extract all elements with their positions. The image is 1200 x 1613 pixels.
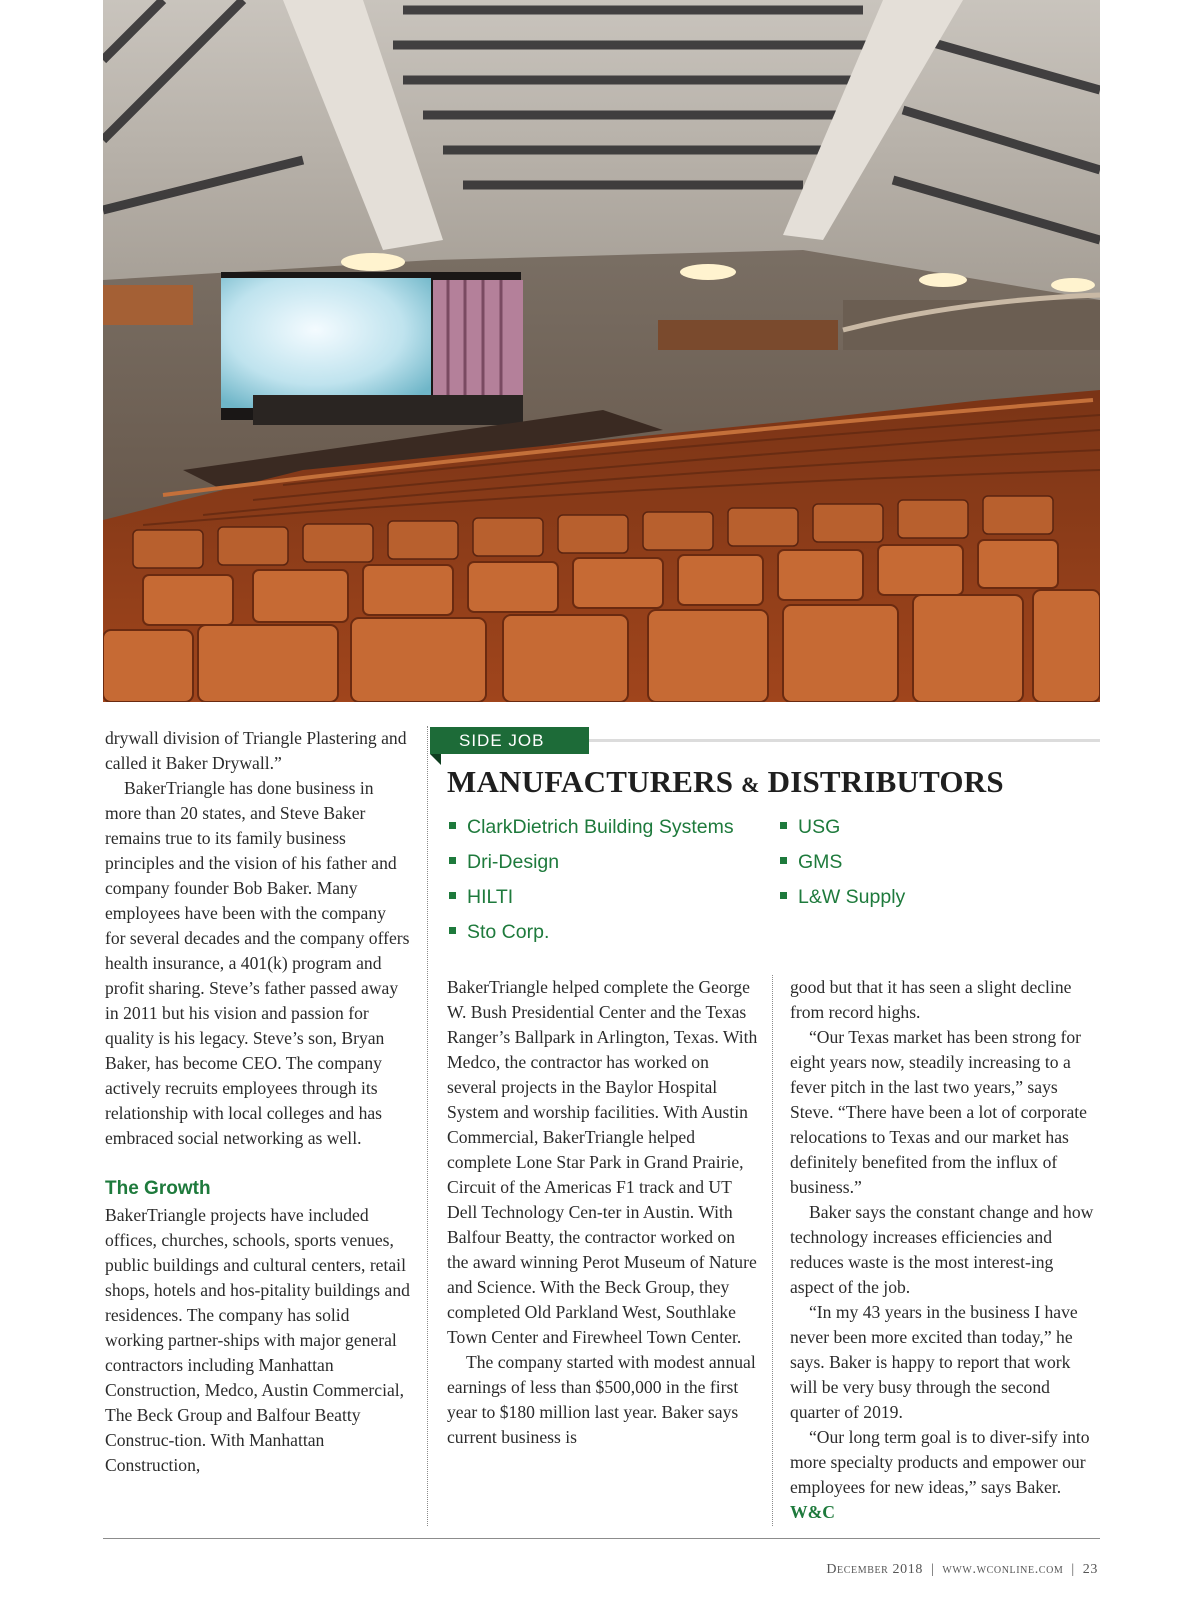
page-footer	[826, 1562, 1098, 1578]
bullet-icon	[449, 857, 456, 864]
bullet-icon	[780, 892, 787, 899]
list-item	[449, 884, 734, 919]
list-item	[780, 814, 905, 849]
title-part: MANUFACTURERS	[447, 764, 734, 799]
list-item	[449, 919, 734, 954]
body-paragraph: “Our Texas market has been strong for eight years now, steadily increasing to a fever pitch in the last two years,” says Steve. “There have been a lot of corporate relocations to Texas and our market has definitely benefited from the influx of business.”	[790, 1027, 1087, 1197]
body-paragraph-last	[790, 1425, 1100, 1525]
manufacturer-list	[449, 814, 734, 954]
footer-separator: |	[930, 1562, 935, 1577]
body-paragraph: The company started with modest annual earnings of less than $500,000 in the first year to $180 million last year. Baker says current business is	[447, 1352, 756, 1447]
list-item	[449, 814, 734, 849]
website-link[interactable]: www.wconline.com	[942, 1562, 1064, 1577]
body-paragraph: BakerTriangle projects have included offices, churches, schools, sports venues, public buildings and cultural centers, retail shops, hotels and hos-pitality buildings and residences. The company has solid working partner-ships with major general contractors including Manhattan Construction, Medco, Austin Commercial, The Beck Group and Balfour Beatty Construc-tion. With Manhattan Construction,	[105, 1205, 410, 1475]
side-job-tab: SIDE JOB	[430, 727, 589, 754]
issue-date: December 2018	[826, 1562, 923, 1577]
title-ampersand: &	[741, 772, 760, 797]
title-part: DISTRIBUTORS	[767, 764, 1004, 799]
bullet-icon	[449, 927, 456, 934]
tab-notch	[430, 754, 441, 765]
signoff-mark: W&C	[790, 1502, 835, 1522]
list-item-label: Dri-Design	[467, 851, 560, 873]
list-item-label: Sto Corp.	[467, 921, 550, 943]
article-column-3	[790, 975, 1100, 1525]
bullet-icon	[449, 892, 456, 899]
list-item-label: ClarkDietrich Building Systems	[467, 816, 734, 838]
footer-separator: |	[1071, 1562, 1075, 1577]
body-paragraph: drywall division of Triangle Plastering and called it Baker Drywall.”	[105, 728, 407, 773]
footer-rule	[103, 1538, 1100, 1539]
list-item	[780, 884, 905, 919]
body-paragraph: BakerTriangle helped complete the George W. Bush Presidential Center and the Texas Ranger’s Ballpark in Arlington, Texas. With Medco, the contractor has worked on several projects in the Baylor Hospital System and worship facilities. With Austin Commercial, BakerTriangle helped complete Lone Star Park in Grand Prairie, Circuit of the Americas F1 track and UT Dell Technology Cen-ter in Austin. With Balfour Beatty, the contractor worked on the award winning Perot Museum of Nature and Science. With the Beck Group, they completed Old Parkland West, Southlake Town Center and Firewheel Town Center.	[447, 977, 758, 1347]
column-divider	[772, 975, 773, 1526]
article-column-2	[447, 975, 759, 1450]
list-item-label: L&W Supply	[798, 886, 906, 908]
list-item-label: HILTI	[467, 886, 514, 908]
body-paragraph: “In my 43 years in the business I have never been more excited than today,” he says. Baker is happy to report that work will be very busy through the second quarter of 2019.	[790, 1302, 1078, 1422]
article-column-1	[105, 726, 410, 1478]
bullet-icon	[780, 822, 787, 829]
body-text: “Our long term goal is to diver-sify into more specialty products and empower our employees for new ideas,” says Baker.	[790, 1427, 1090, 1497]
sidebar-rule	[589, 739, 1100, 742]
distributor-list	[780, 814, 905, 919]
bullet-icon	[449, 822, 456, 829]
list-item	[449, 849, 734, 884]
column-divider	[427, 726, 428, 1526]
section-subhead: The Growth	[105, 1178, 211, 1199]
auditorium-photo	[103, 0, 1100, 702]
sidebar-title	[447, 764, 1107, 800]
page-number: 23	[1082, 1562, 1098, 1577]
list-item-label: GMS	[798, 851, 843, 873]
body-paragraph: good but that it has seen a slight decline from record highs.	[790, 977, 1072, 1022]
body-paragraph: Baker says the constant change and how technology increases efficiencies and reduces waste is the most interest-ing aspect of the job.	[790, 1202, 1094, 1297]
list-item	[780, 849, 905, 884]
bullet-icon	[780, 857, 787, 864]
list-item-label: USG	[798, 816, 841, 838]
body-paragraph: BakerTriangle has done business in more than 20 states, and Steve Baker remains true to its family business principles and the vision of his father and company founder Bob Baker. Many employees have been with the company for several decades and the company offers health insurance, a 401(k) program and profit sharing. Steve’s father passed away in 2011 but his vision and passion for quality is his legacy. Steve’s son, Bryan Baker, has become CEO. The company actively recruits employees through its relationship with local colleges and has embraced social networking as well.	[105, 778, 410, 1148]
